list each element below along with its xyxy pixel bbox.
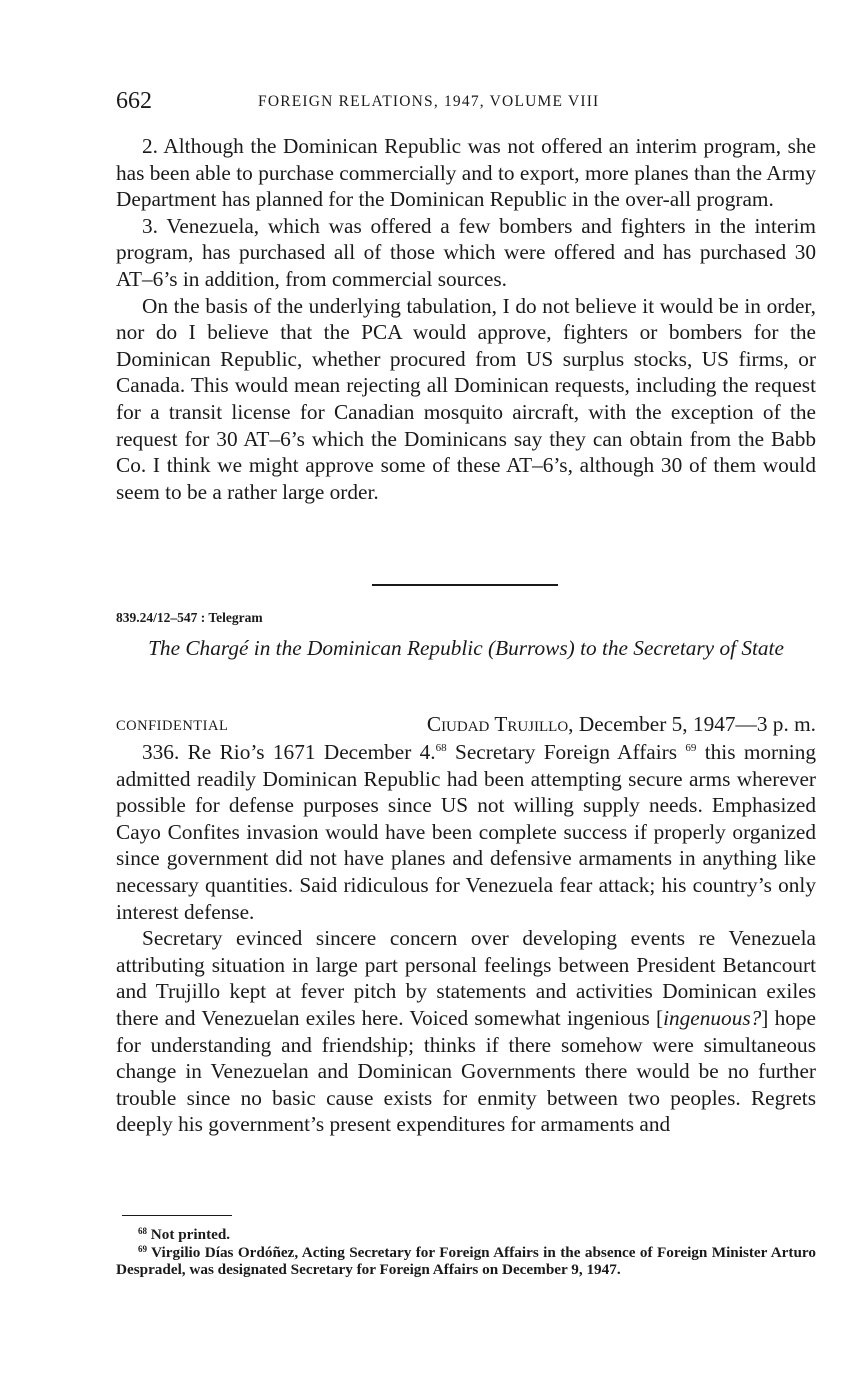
document-title: The Chargé in the Dominican Republic (Burrows) to the Secretary of State (148, 636, 784, 660)
footnote (116, 1244, 816, 1279)
section-divider (372, 584, 558, 586)
footnote-rule (122, 1215, 232, 1216)
footnote-text: Not printed. (147, 1226, 231, 1243)
running-head: FOREIGN RELATIONS, 1947, VOLUME VIII (258, 93, 600, 110)
page-number: 662 (116, 88, 152, 114)
footnote-ref[interactable]: 68 (435, 742, 447, 754)
paragraph (116, 925, 816, 1138)
editorial-insertion: ingenuous? (663, 1005, 762, 1030)
footnote-mark: 68 (138, 1226, 147, 1236)
footnote (116, 1226, 816, 1244)
memo-continuation (116, 133, 816, 505)
paragraph: 3. Venezuela, which was offered a few bombers and fighters in the interim program, has purchased all of those which were offered and has purchased 30 AT–6’s in addition, from commercial sources. (116, 213, 816, 291)
paragraph: On the basis of the underlying tabulation, I do not believe it would be in order, nor do I believe that the PCA would approve, fighters or bombers for the Dominican Republic, whether procured from US surplus stocks, US firms, or Canada. This would mean rejecting all Dominican requests, including the request for a transit license for Canadian mosquito aircraft, with the exception of the request for 30 AT–6’s which the Dominicans say they can obtain from the Babb Co. I think we might approve some of these AT–6’s, although 30 of them would seem to be a rather large order. (116, 293, 816, 504)
place: Ciudad Trujillo (426, 712, 569, 736)
footnote-mark: 69 (138, 1243, 147, 1254)
text-run: 336. Re Rio’s 1671 December 4. (142, 740, 436, 764)
place-and-date (427, 712, 816, 737)
footnotes (116, 1226, 816, 1279)
footnote-ref[interactable]: 69 (685, 742, 697, 754)
telegram-body (116, 739, 816, 1138)
classification-label: CONFIDENTIAL (116, 718, 229, 734)
text-run: Secretary Foreign Affairs (446, 740, 686, 764)
footnote-text: Virgilio Días Ordóñez, Acting Secretary for Foreign Affairs in the absence of Foreign Minister Arturo Despradel, was designated Secretary for Foreign Affairs on December 9, 1947. (116, 1243, 816, 1278)
text-run: this morning admitted readily Dominican Republic had been attempting secure arms wherever possible for defense purposes since US not willing supply needs. Emphasized Cayo Confites invasion would have been complete success if properly organized since government did not have planes and defensive armaments in anything like necessary quantities. Said ridiculous for Venezuela fear attack; his country’s only interest defense. (116, 740, 816, 924)
dateline (116, 712, 816, 740)
text-run: ] hope for understanding and friendship; thinks if there somehow were simultaneous change in Venezuelan and Dominican Governments there would be no further trouble since no basic cause exists for enmity between two peoples. Regrets deeply his government’s present expenditures for armaments and (116, 1005, 816, 1137)
file-reference: 839.24/12–547 : Telegram (116, 610, 263, 625)
paragraph: 2. Although the Dominican Republic was not offered an interim program, she has been able to purchase commercially and to export, more planes than the Army Department has planned for the Dominican Republic in the over-all program. (116, 134, 816, 212)
paragraph (116, 739, 816, 925)
text-run: Secretary evinced sincere concern over developing events re Venezuela attributing situation in large part personal feelings between President Betancourt and Trujillo kept at fever pitch by statements and activities Dominican exiles there and Venezuelan exiles here. Voiced somewhat ingenious [ (116, 926, 816, 1030)
page-header (116, 88, 816, 118)
date: , December 5, 1947—3 p. m. (568, 712, 816, 736)
